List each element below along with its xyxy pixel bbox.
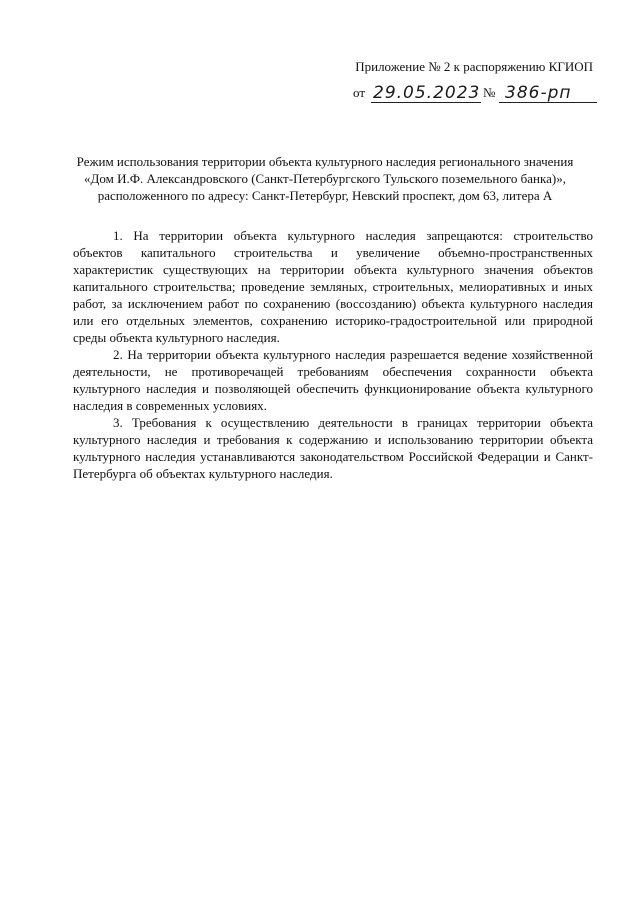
title-line-3: расположенного по адресу: Санкт-Петербург, Невский проспект, дом 63, литера А xyxy=(97,188,553,203)
handwritten-number: 386-рп xyxy=(505,83,572,103)
appendix-header xyxy=(333,58,593,75)
title-line-1: Режим использования территории объекта культурного наследия регионального значения xyxy=(76,154,574,169)
date-prefix: от xyxy=(353,85,366,100)
document-title xyxy=(60,153,590,204)
title-line-2: «Дом И.Ф. Александровского (Санкт-Петербургского Тульского поземельного банка)», xyxy=(84,171,566,186)
document-body xyxy=(73,227,593,482)
paragraph-1: 1. На территории объекта культурного наследия запрещаются: строительство объектов капитального строительства и увеличение объемно-пространственных характеристик существующих на территории объекта культурного значения объектов капитального строительства; проведение земляных, строительных, мелиоративных и иных работ, за исключением работ по сохранению (воссозданию) объекта культурного наследия или его отдельных элементов, сохранению историко-градостроительной или природной среды объекта культурного наследия. xyxy=(73,228,593,345)
paragraph-2: 2. На территории объекта культурного наследия разрешается ведение хозяйственной деятельности, не противоречащей требованиям обеспечения сохранности объекта культурного наследия и позволяющей обеспечить функционирование объекта культурного наследия в современных условиях. xyxy=(73,347,593,413)
paragraph-3: 3. Требования к осуществлению деятельности в границах территории объекта культурного наследия и требования к содержанию и использованию территории объекта культурного наследия устанавливаются законодательством Российской Федерации и Санкт-Петербурга об объектах культурного наследия. xyxy=(73,415,593,481)
order-date-number-line xyxy=(353,82,598,106)
handwritten-date: 29.05.2023 xyxy=(373,83,481,103)
appendix-title: Приложение № 2 к распоряжению КГИОП xyxy=(355,59,593,74)
number-prefix: № xyxy=(483,85,496,100)
